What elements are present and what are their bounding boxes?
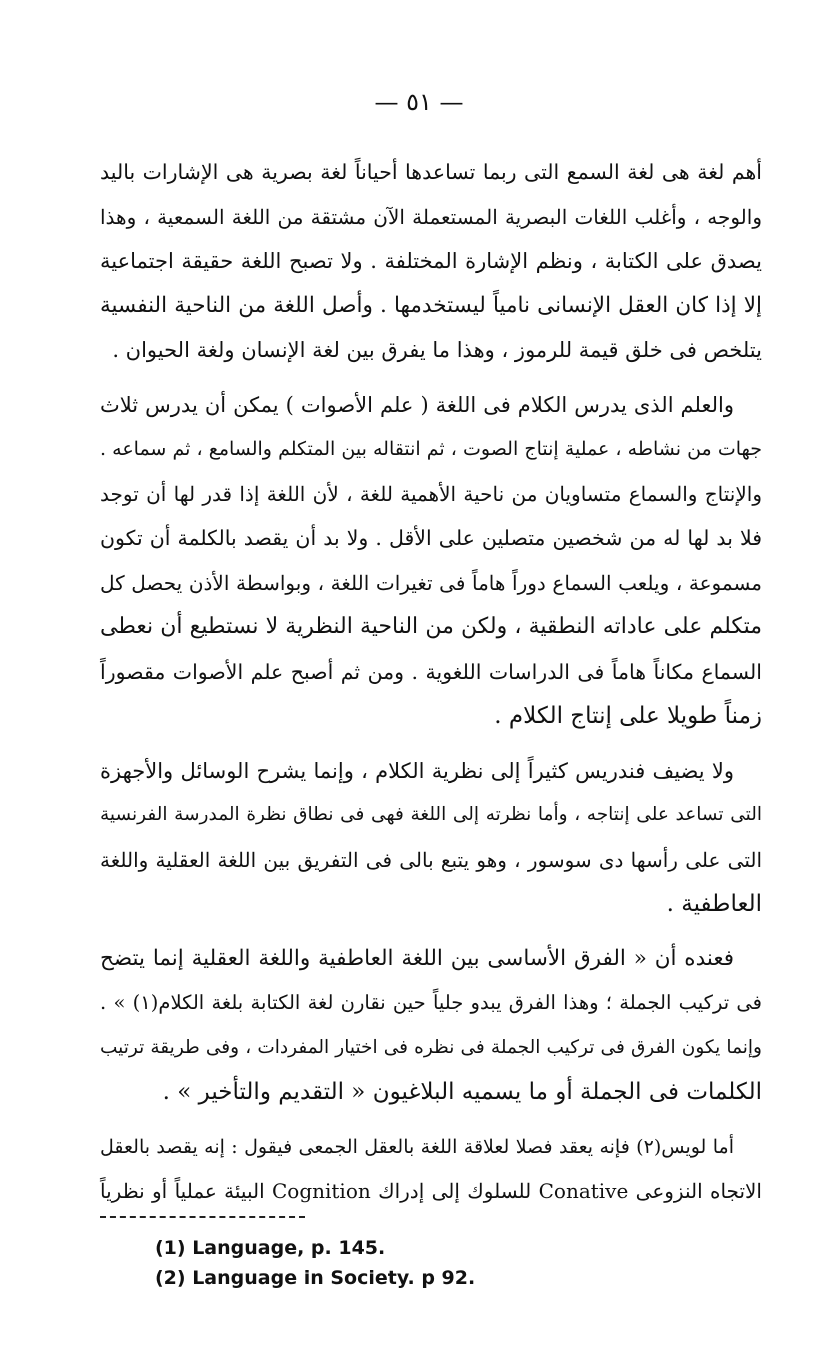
body-text	[100, 150, 762, 1224]
paragraph	[100, 749, 762, 927]
footnote: (1) Language, p. 145.	[155, 1237, 386, 1259]
text-line: ولا يضيف فندريس كثيراً إلى نظرية الكلام ، وإنما يشرح الوسائل والأجهزة	[100, 758, 734, 783]
text-line: إلا إذا كان العقل الإنسانى نامياً ليستخدمها . وأصل اللغة من الناحية النفسية	[100, 292, 762, 318]
footnote: (2) Language in Society. p 92.	[155, 1267, 476, 1289]
text-line: فلا بد لها له من شخصين متصلين على الأقل . ولا بد أن يقصد بالكلمة أن تكون	[100, 526, 762, 550]
text-line: السماع مكاناً هاماً فى الدراسات اللغوية . ومن ثم أصبح علم الأصوات مقصوراً	[100, 659, 762, 684]
text-line: الاتجاه النزوعى Conative للسلوك إلى إدراك Cognition البيئة عملياً أو نظرياً	[100, 1179, 762, 1203]
paragraph	[100, 383, 762, 739]
text-line: والإنتاج والسماع متساويان من ناحية الأهمية للغة ، لأن اللغة إذا قدر لها أن توجد	[100, 481, 762, 506]
text-line: يتلخص فى خلق قيمة للرموز ، وهذا ما يفرق بين لغة الإنسان ولغة الحيوان .	[112, 338, 762, 362]
text-line: الكلمات فى الجملة أو ما يسميه البلاغيون « التقديم والتأخير » .	[162, 1079, 762, 1105]
text-line: فى تركيب الجملة ؛ وهذا الفرق يبدو جلياً حين نقارن لغة الكتابة بلغة الكلام(١) » .	[100, 991, 762, 1014]
text-line: متكلم على عاداته النطقية ، ولكن من الناحية النظرية لا نستطيع أن نعطى	[100, 614, 762, 639]
footnotes	[155, 1233, 475, 1293]
text-line: زمناً طويلا على إنتاج الكلام .	[494, 703, 762, 729]
text-line: أما لويس(٢) فإنه يعقد فصلا لعلاقة اللغة بالعقل الجمعى فيقول : إنه يقصد بالعقل	[100, 1135, 734, 1158]
text-line: وإنما يكون الفرق فى تركيب الجملة فى نظره فى اختيار المفردات ، وفى طريقة ترتيب	[100, 1036, 762, 1058]
text-line: مسموعة ، ويلعب السماع دوراً هاماً فى تغيرات اللغة ، وبواسطة الأذن يحصل كل	[100, 570, 762, 595]
footnote-divider	[100, 1216, 305, 1218]
text-line: العاطفية .	[666, 891, 762, 917]
paragraph	[100, 150, 762, 373]
text-line: التى على رأسها دى سوسور ، وهو يتبع بالى فى التفريق بين اللغة العقلية واللغة	[100, 847, 762, 872]
paragraph	[100, 937, 762, 1115]
text-line: والعلم الذى يدرس الكلام فى اللغة ( علم الأصوات ) يمكن أن يدرس ثلاث	[100, 392, 734, 417]
text-line: جهات من نشاطه ، عملية إنتاج الصوت ، ثم انتقاله بين المتكلم والسامع ، ثم سماعه .	[100, 438, 762, 460]
page-number: — ٥١ —	[374, 88, 464, 116]
text-line: أهم لغة هى لغة السمع التى ربما تساعدها أحياناً لغة بصرية هى الإشارات باليد	[100, 160, 762, 184]
paragraph	[100, 1125, 762, 1214]
text-line: التى تساعد على إنتاجه ، وأما نظرته إلى اللغة فهى فى نطاق نظرة المدرسة الفرنسية	[100, 804, 762, 825]
text-line: يصدق على الكتابة ، ونظم الإشارة المختلفة . ولا تصبح اللغة حقيقة اجتماعية	[100, 249, 762, 273]
text-line: فعنده أن « الفرق الأساسى بين اللغة العاطفية واللغة العقلية إنما يتضح	[100, 945, 734, 971]
text-line: والوجه ، وأغلب اللغات البصرية المستعملة الآن مشتقة من اللغة السمعية ، وهذا	[100, 204, 762, 229]
